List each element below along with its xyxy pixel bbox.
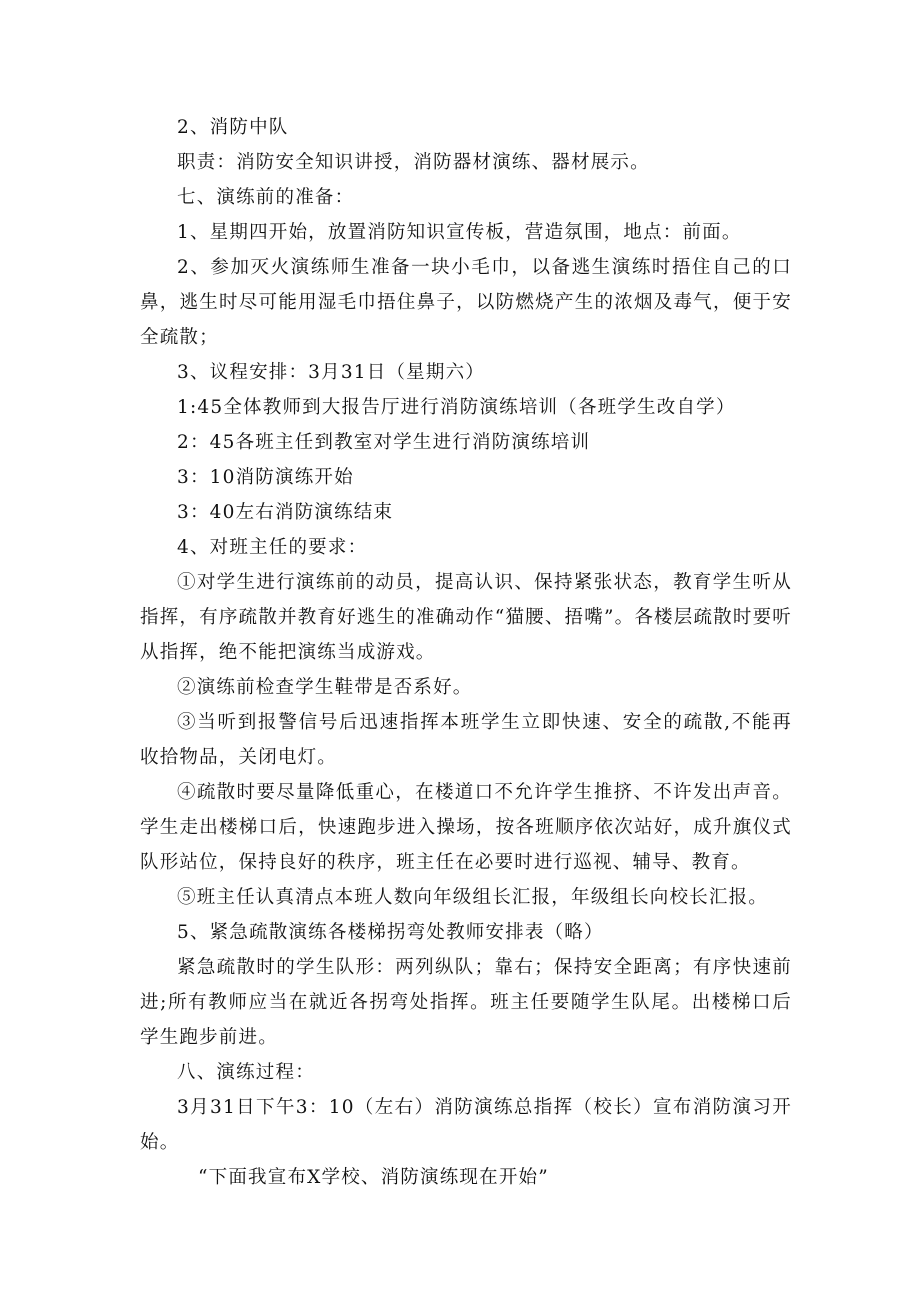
paragraph-prep-5: 5、紧急疏散演练各楼梯拐弯处教师安排表（略） [177,922,604,943]
requirement-item: ③当听到报警信号后迅速指挥本班学生立即快速、安全的疏散,不能再收拾物品，关闭电灯。 [140,712,792,768]
requirement-item: ⑤班主任认真清点本班人数向年级组长汇报，年级组长向校长汇报。 [177,887,769,908]
paragraph-duties: 职责：消防安全知识讲授，消防器材演练、器材展示。 [177,152,650,173]
schedule-item: 3：10消防演练开始 [177,467,354,488]
document-body [140,110,792,1195]
section-heading-preparation: 七、演练前的准备： [177,187,355,208]
requirement-item: ②演练前检查学生鞋带是否系好。 [177,677,473,698]
requirement-item: ④疏散时要尽量降低重心，在楼道口不允许学生推挤、不许发出声音。学生走出楼梯口后，快速跑步进入操场，按各班顺序依次站好，成升旗仪式队形站位，保持良好的秩序，班主任在必要时进行巡视、辅导、教育。 [140,782,792,873]
paragraph-prep-1: 1、星期四开始，放置消防知识宣传板，营造氛围，地点：前面。 [177,222,742,243]
paragraph-prep-2: 2、参加灭火演练师生准备一块小毛巾，以备逃生演练时捂住自己的口鼻，逃生时尽可能用湿毛巾捂住鼻子，以防燃烧产生的浓烟及毒气，便于安全疏散； [140,257,792,348]
section-heading-process: 八、演练过程： [177,1062,315,1083]
schedule-item: 3：40左右消防演练结束 [177,502,394,523]
paragraph-teacher-requirements: 4、对班主任的要求： [177,537,368,558]
schedule-item: 1:45全体教师到大报告厅进行消防演练培训（各班学生改自学） [177,397,736,418]
paragraph-prep-3: 3、议程安排：3月31日（星期六） [177,362,485,383]
quote-announcement: “下面我宣布X学校、消防演练现在开始” [198,1167,549,1188]
paragraph-process-start: 3月31日下午3：10（左右）消防演练总指挥（校长）宣布消防演习开始。 [140,1097,792,1153]
paragraph-formation: 紧急疏散时的学生队形：两列纵队；靠右；保持安全距离；有序快速前进;所有教师应当在就近各拐弯处指挥。班主任要随学生队尾。出楼梯口后学生跑步前进。 [140,957,792,1048]
schedule-item: 2：45各班主任到教室对学生进行消防演练培训 [177,432,591,453]
heading-fire-brigade: 2、消防中队 [177,117,289,138]
requirement-item: ①对学生进行演练前的动员，提高认识、保持紧张状态，教育学生听从指挥，有序疏散并教育好逃生的准确动作“猫腰、捂嘴”。各楼层疏散时要听从指挥，绝不能把演练当成游戏。 [140,572,792,663]
